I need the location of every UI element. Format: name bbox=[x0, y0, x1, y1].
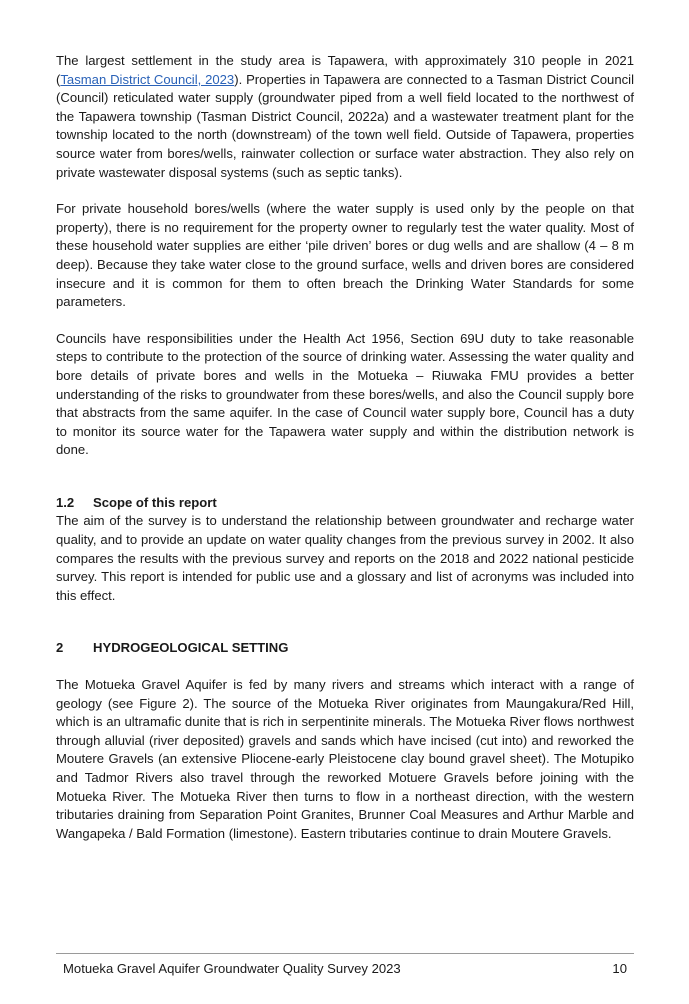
paragraph-scope: The aim of the survey is to understand the relationship between groundwater and recharge water quality, and to provide an update on water quality changes from the previous survey in 2002. It also compares the results with the previous survey and reports on the 2018 and 2022 national pesticide survey. This report is intended for public use and a glossary and list of acronyms was included into this effect. bbox=[56, 513, 634, 603]
p1-text-start: The largest settlement in the study area is Tapawera, with approximately 310 people in 2021 ( bbox=[56, 53, 634, 87]
section-heading-hydrogeological bbox=[56, 639, 634, 658]
section-number: 2 bbox=[56, 640, 64, 656]
citation-link-tasman-2023[interactable]: Tasman District Council, 2023 bbox=[60, 71, 235, 87]
p1-text-end: ). Properties in Tapawera are connected to a Tasman District Council (Council) reticulated water supply (groundwater piped from a well field located to the northwest of the Tapawera township (Tasman District Council, 2022a) and a wastewater treatment plant for the township located to the north (downstream) of the town well field. Outside of Tapawera, properties source water from bores/wells, rainwater collection or surface water abstraction. They also rely on private wastewater disposal systems (such as septic tanks). bbox=[56, 71, 634, 180]
paragraph-tapawera-settlement bbox=[56, 52, 634, 182]
section-number: 1.2 bbox=[56, 494, 75, 510]
paragraph-hydrogeological-setting: The Motueka Gravel Aquifer is fed by many rivers and streams which interact with a range of geology (see Figure 2). The source of the Motueka River originates from Maungakura/Red Hill, which is an ultramafic dunite that is rich in serpentinite minerals. The Motueka River flows northwest through alluvial (river deposited) gravels and sands which have incised (cut into) and reworked the Moutere Gravels (an extensive Pliocene-early Pleistocene clay bound gravel sheet). The Motupiko and Tadmor Rivers also travel through the reworked Motuere Gravels before joining with the Motueka River. The Motueka River then turns to flow in a northeast direction, with the western tributaries draining from Separation Point Granites, Brunner Coal Measures and Arthur Marble and Wangapeka / Bald Formation (limestone). Eastern tributaries continue to drain Moutere Gravels. bbox=[56, 677, 634, 841]
document-body bbox=[56, 52, 634, 843]
section-title: HYDROGEOLOGICAL SETTING bbox=[93, 640, 289, 656]
section-title: Scope of this report bbox=[93, 494, 217, 510]
paragraph-council-responsibilities: Councils have responsibilities under the Health Act 1956, Section 69U duty to take reasonable steps to contribute to the protection of the source of drinking water. Assessing the water quality and bore details of private bores and wells in the Motueka – Riuwaka FMU provides a better understanding of the risks to groundwater from these bores/wells, and also the Council supply bore that abstracts from the same aquifer. In the case of Council water supply bore, Council has a duty to monitor its source water for the Tapawera water supply and within the distribution network is done. bbox=[56, 330, 634, 458]
page-footer bbox=[56, 953, 634, 976]
section-heading-scope bbox=[56, 494, 634, 513]
paragraph-private-bores: For private household bores/wells (where the water supply is used only by the people on that property), there is no requirement for the property owner to regularly test the water quality. Most of these household water supplies are either ‘pile driven’ bores or dug wells and are shallow (4 – 8 m deep). Because they take water close to the ground surface, wells and driven bores are considered insecure and it is common for them to often breach the Drinking Water Standards for some parameters. bbox=[56, 201, 634, 310]
page-number: 10 bbox=[612, 961, 627, 976]
footer-title: Motueka Gravel Aquifer Groundwater Quality Survey 2023 bbox=[63, 961, 401, 976]
